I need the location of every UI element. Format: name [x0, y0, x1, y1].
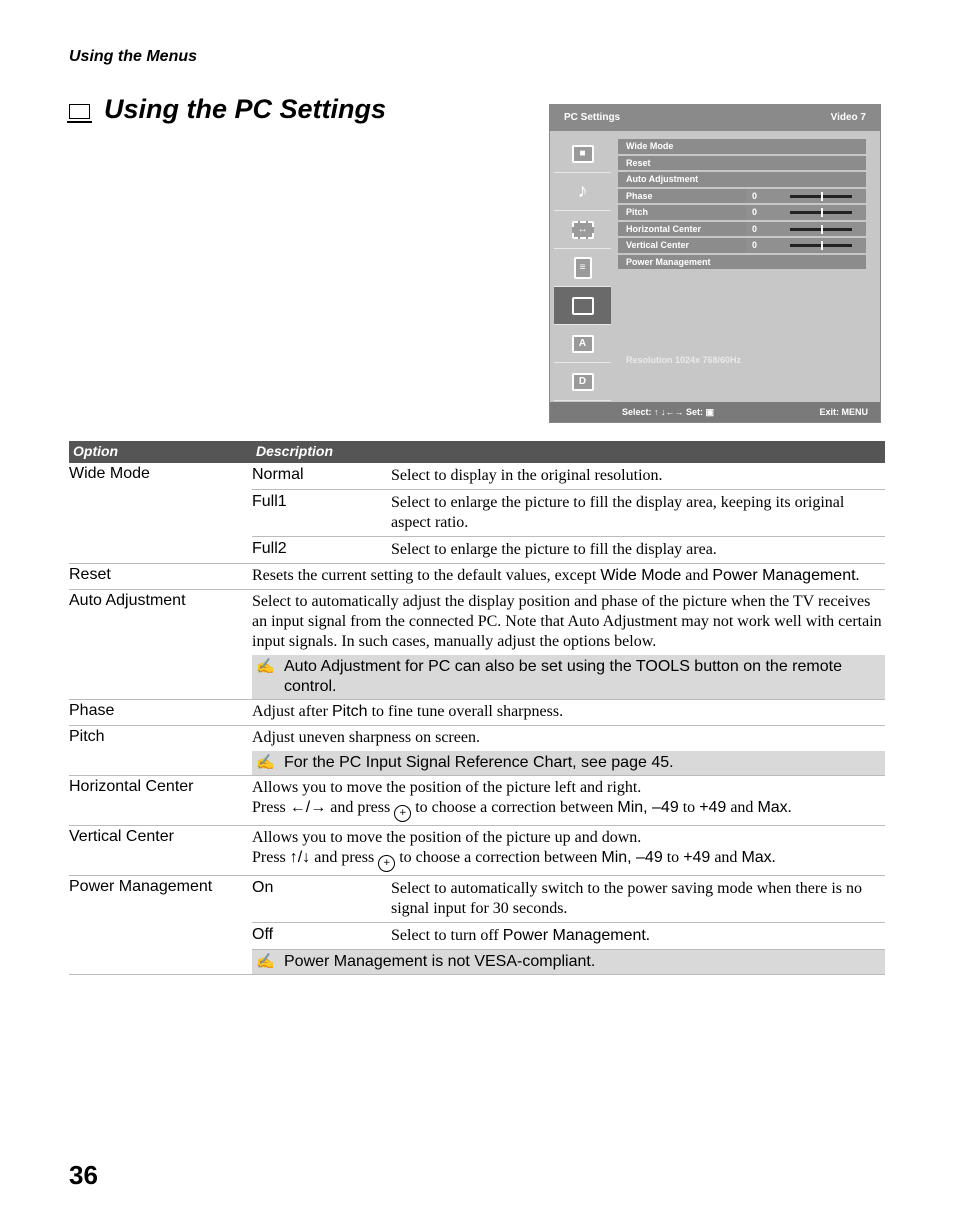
- osd-screenshot: [549, 104, 881, 423]
- pc-icon: [554, 287, 611, 325]
- analog-icon: A: [554, 325, 611, 363]
- enter-button-icon: +: [394, 805, 411, 822]
- table-header: [69, 441, 885, 463]
- osd-menu-item: Vertical Center 0: [618, 238, 866, 253]
- osd-slider: [790, 211, 852, 214]
- table-row: Auto Adjustment Select to automatically adjust the display position and phase of the picture when the TV receives an input signal from the connected PC. Note that Auto Adjustment may not work well with certain input signals. In such cases, manually adjust the options below. ✍ Auto Adjustment for PC can also be set using the TOOLS button on the remote control.: [69, 590, 885, 700]
- picture-icon: ■: [554, 135, 611, 173]
- osd-sidebar: [554, 135, 611, 401]
- osd-header: [550, 105, 880, 131]
- osd-footer-exit: Exit: MENU: [819, 407, 868, 417]
- table-row: Phase Adjust after Pitch to fine tune overall sharpness.: [69, 700, 885, 726]
- note-pencil-icon: ✍: [256, 658, 275, 675]
- osd-menu-item: Reset: [618, 156, 866, 171]
- page-title: [69, 94, 386, 125]
- osd-title: PC Settings: [564, 112, 621, 123]
- option-label: Wide Mode: [69, 465, 150, 482]
- pc-icon: [69, 104, 90, 119]
- note-box: ✍ Power Management is not VESA-compliant.: [252, 950, 885, 974]
- table-row: Horizontal Center Allows you to move the position of the picture left and right. Press ←/→ and press + to choose a correction between Min, –49 to +49 and Max.: [69, 776, 885, 826]
- page-title-text: Using the PC Settings: [104, 94, 387, 124]
- table-row: Wide Mode Normal Select to display in the original resolution. Full1 Select to enlarge the picture to fill the display area, keeping its original aspect ratio. Full2 Select to enlarge the picture to fill the display area.: [69, 463, 885, 564]
- option-label: Auto Adjustment: [69, 592, 186, 609]
- osd-menu: [618, 139, 866, 271]
- table-row: Reset Resets the current setting to the default values, except Wide Mode and Power Management.: [69, 564, 885, 590]
- osd-slider: [790, 244, 852, 247]
- osd-input: Video 7: [830, 112, 866, 123]
- table-row: Power Management On Select to automatically switch to the power saving mode when there is no signal input for 30 seconds. Off Select to turn off Power Management. ✍ Power Management is not VESA-compliant.: [69, 876, 885, 975]
- left-right-arrow-icon: ←/→: [289, 799, 327, 816]
- option-label: Vertical Center: [69, 828, 174, 845]
- table-row: Pitch Adjust uneven sharpness on screen. ✍ For the PC Input Signal Reference Chart, see page 45.: [69, 726, 885, 776]
- enter-button-icon: +: [378, 855, 395, 872]
- setup-icon: ≡: [554, 249, 611, 287]
- option-label: Pitch: [69, 728, 105, 745]
- up-down-arrow-icon: ↑/↓: [289, 849, 311, 866]
- osd-menu-item: Auto Adjustment: [618, 172, 866, 187]
- osd-footer: [550, 402, 880, 422]
- note-box: ✍ For the PC Input Signal Reference Chart, see page 45.: [252, 751, 885, 775]
- page-number: 36: [69, 1160, 98, 1190]
- table-row: Vertical Center Allows you to move the position of the picture up and down. Press ↑/↓ and press + to choose a correction between Min, –49 to +49 and Max.: [69, 826, 885, 876]
- osd-resolution: Resolution 1024x 768/60Hz: [626, 355, 742, 365]
- note-pencil-icon: ✍: [256, 953, 275, 970]
- note-pencil-icon: ✍: [256, 754, 275, 771]
- screen-icon: ↔: [554, 211, 611, 249]
- sound-icon: ♪: [554, 173, 611, 211]
- osd-menu-item: Wide Mode: [618, 139, 866, 154]
- osd-footer-select: Select: ↑ ↓←→ Set: ▣: [622, 407, 715, 417]
- option-label: Reset: [69, 566, 111, 583]
- col-option: Option: [73, 443, 119, 459]
- digital-icon: D: [554, 363, 611, 401]
- osd-menu-item: Pitch 0: [618, 205, 866, 220]
- settings-table: [69, 441, 885, 975]
- osd-menu-item: Phase 0: [618, 189, 866, 204]
- option-label: Horizontal Center: [69, 778, 194, 795]
- osd-slider: [790, 228, 852, 231]
- osd-menu-item: Horizontal Center 0: [618, 222, 866, 237]
- col-description: Description: [256, 443, 334, 459]
- osd-slider: [790, 195, 852, 198]
- section-label: Using the Menus: [69, 48, 198, 65]
- osd-menu-item: Power Management: [618, 255, 866, 270]
- option-label: Phase: [69, 702, 115, 719]
- option-label: Power Management: [69, 878, 213, 895]
- note-box: ✍ Auto Adjustment for PC can also be set using the TOOLS button on the remote control.: [252, 655, 885, 699]
